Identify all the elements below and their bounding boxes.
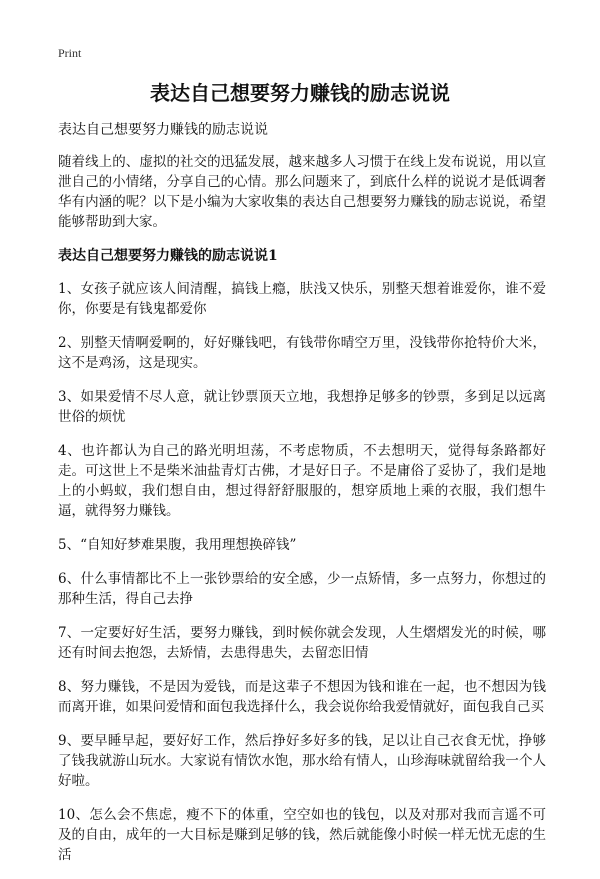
section-heading: 表达自己想要努力赚钱的励志说说1 <box>58 248 278 264</box>
print-label: Print <box>58 46 82 60</box>
list-item: 9、要早睡早起，要好好工作，然后挣好多好多的钱，足以让自己衣食无忧，挣够了钱我就游山玩水。大家说有情饮水饱，那水给有情人，山珍海味就留给我一个人好啦。 <box>58 733 546 789</box>
page-subtitle: 表达自己想要努力赚钱的励志说说 <box>58 122 268 138</box>
list-item: 2、别整天情啊爱啊的，好好赚钱吧，有钱带你晴空万里，没钱带你抢特价大米，这不是鸡汤，这是现实。 <box>58 335 546 371</box>
article-body <box>58 152 546 879</box>
list-item: 6、什么事情都比不上一张钞票给的安全感，少一点矫情，多一点努力，你想过的那种生活，得自己去挣 <box>58 571 546 607</box>
list-item: 4、也许都认为自己的路光明坦荡，不考虑物质，不去想明天，觉得每条路都好走。可这世上不是柴米油盐青灯古佛，才是好日子。不是庸俗了妥协了，我们是地上的小蚂蚁，我们想自由，想过得舒舒服服的，想穿质地上乘的衣服，我们想牛逼，就得努力赚钱。 <box>58 443 546 519</box>
list-item: 8、努力赚钱，不是因为爱钱，而是这辈子不想因为钱和谁在一起，也不想因为钱而离开谁，如果问爱情和面包我选择什么，我会说你给我爱情就好，面包我自己买 <box>58 679 546 715</box>
list-item: 10、怎么会不焦虑，瘦不下的体重，空空如也的钱包，以及对那对我而言遥不可及的自由，成年的一大目标是赚到足够的钱，然后就能像小时候一样无忧无虑的生活 <box>58 807 546 863</box>
page-title: 表达自己想要努力赚钱的励志说说 <box>150 81 450 105</box>
list-item: 7、一定要好好生活，要努力赚钱，到时候你就会发现，人生熠熠发光的时候，哪还有时间去抱怨，去矫情，去患得患失，去留恋旧情 <box>58 625 546 661</box>
list-item: 1、女孩子就应该人间清醒，搞钱上瘾，肤浅又快乐，别整天想着谁爱你，谁不爱你，你要是有钱鬼都爱你 <box>58 281 546 317</box>
intro-paragraph: 随着线上的、虚拟的社交的迅猛发展，越来越多人习惯于在线上发布说说，用以宣泄自己的小情绪，分享自己的心情。那么问题来了，到底什么样的说说才是低调奢华有内涵的呢？以下是小编为大家收集的表达自己想要努力赚钱的励志说说，希望能够帮助到大家。 <box>58 154 546 230</box>
list-item: 3、如果爱情不尽人意，就让钞票顶天立地，我想挣足够多的钞票，多到足以远离世俗的烦忧 <box>58 389 546 425</box>
list-item: 5、“自知好梦难果腹，我用理想换碎钱” <box>58 537 297 553</box>
